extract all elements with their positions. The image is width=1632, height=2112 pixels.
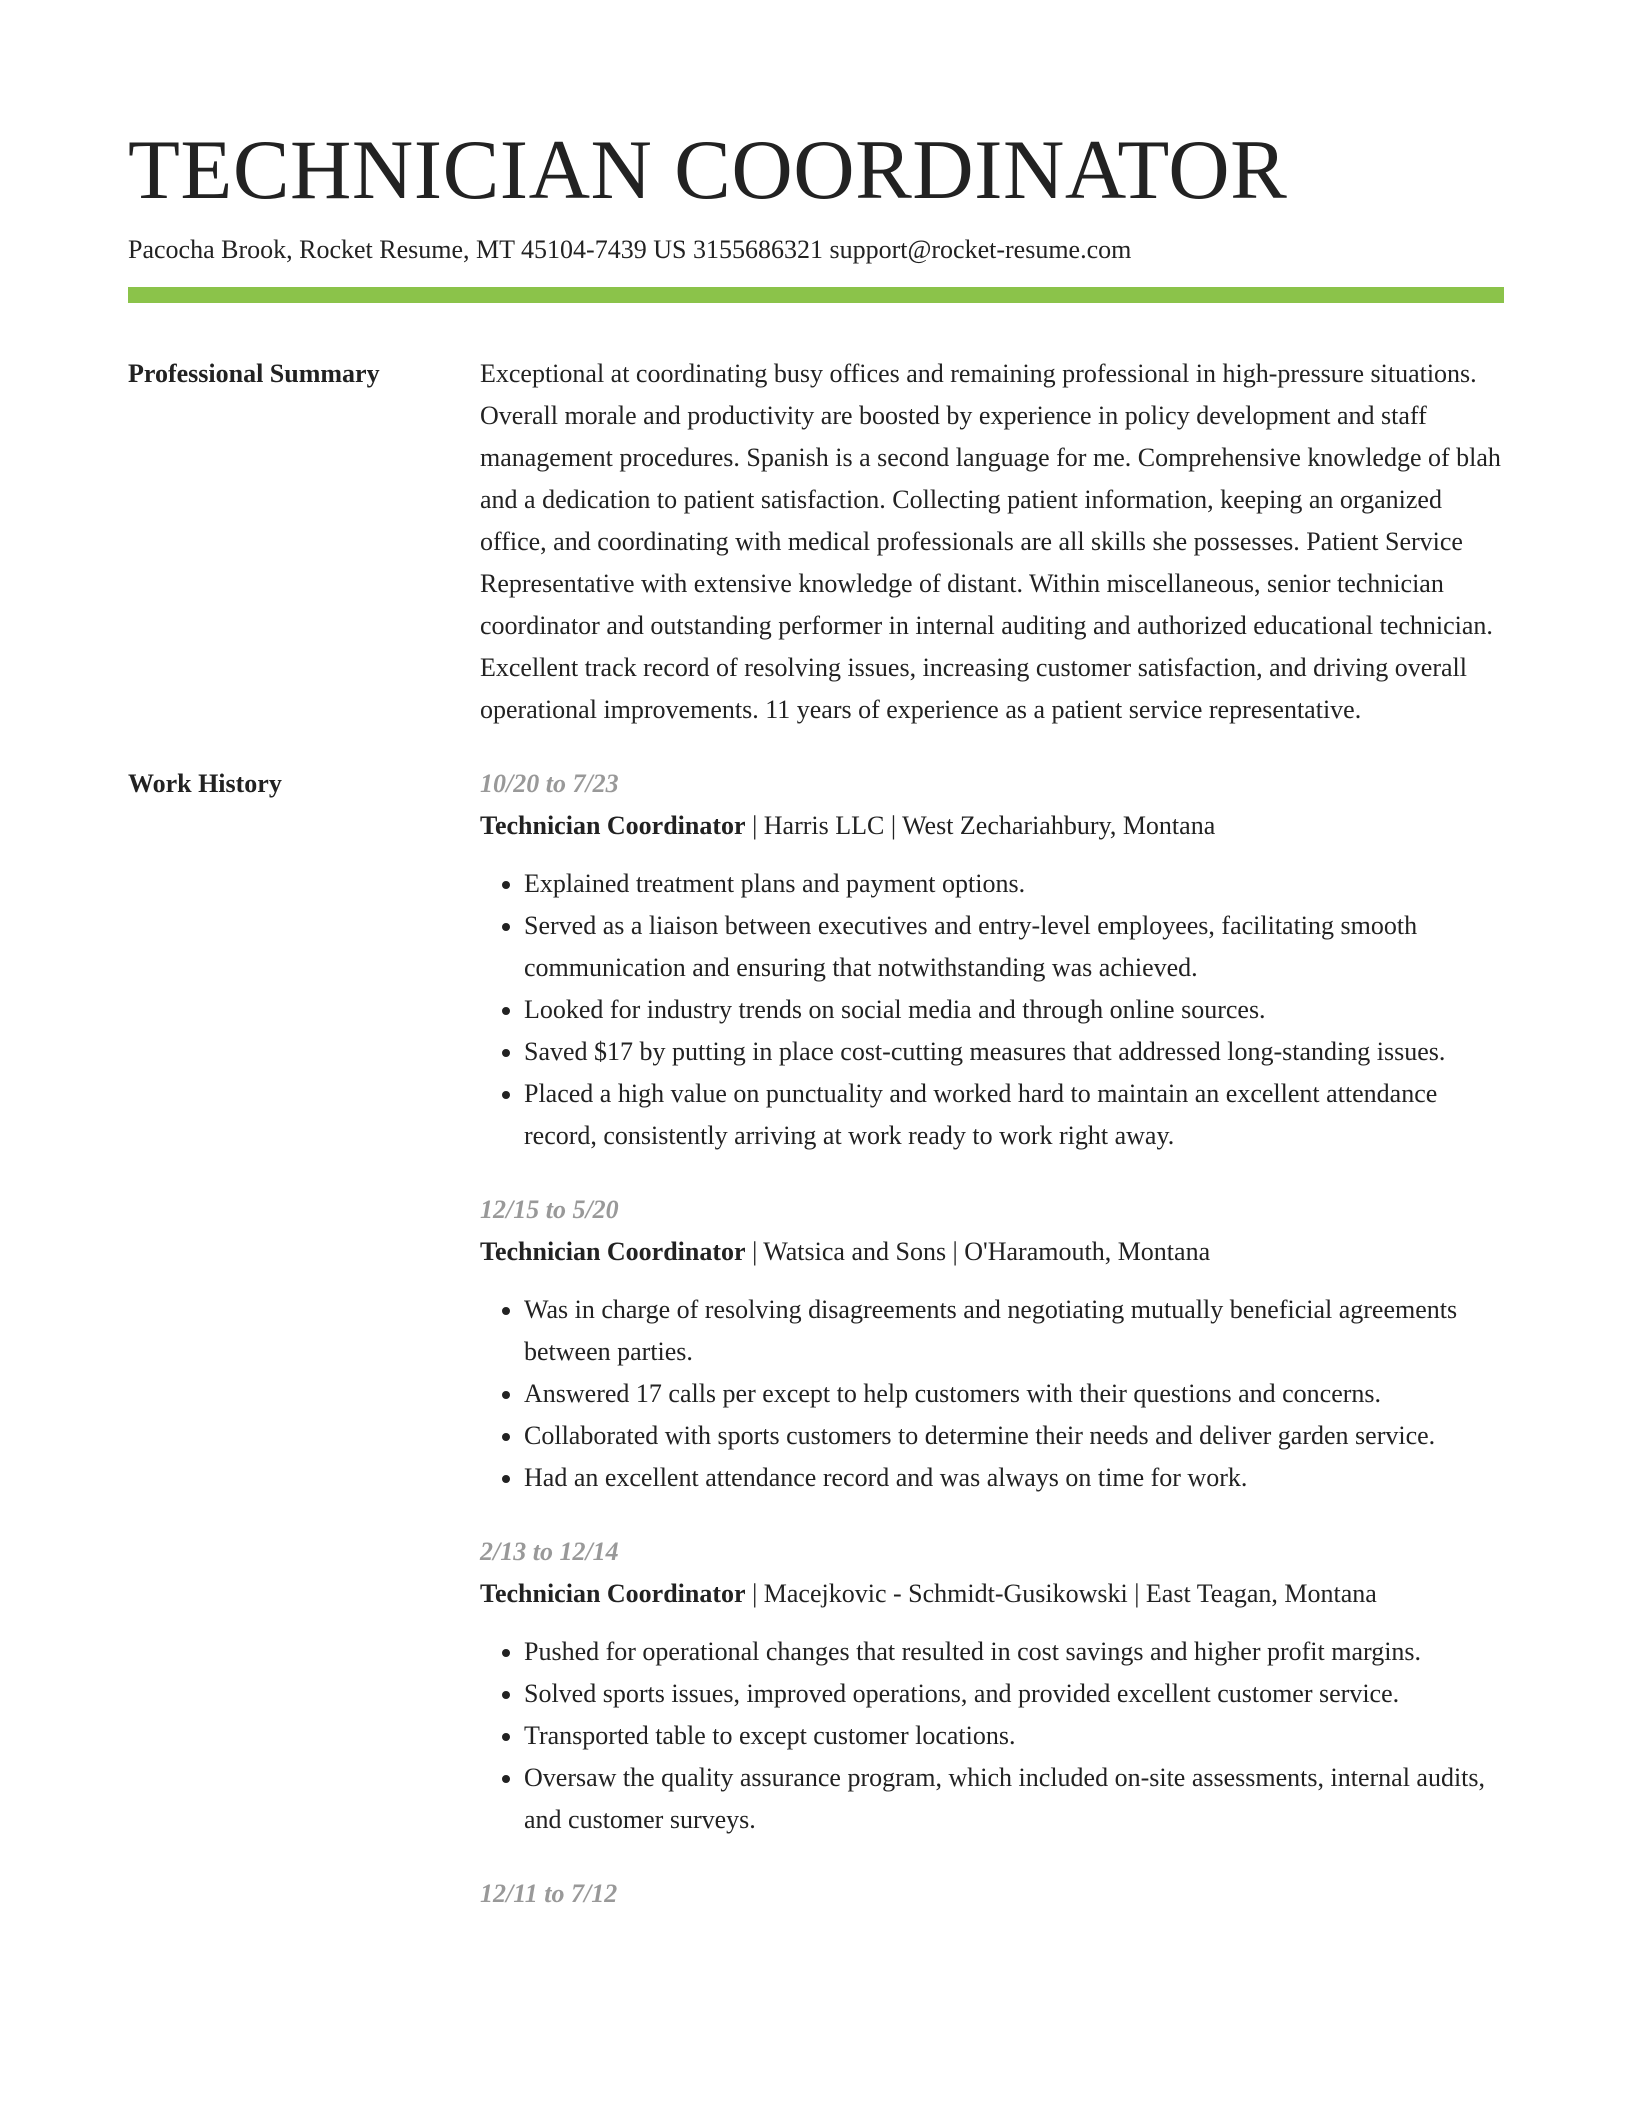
job-title-line: [480, 1231, 1504, 1273]
job-title: Technician Coordinator: [480, 1237, 746, 1266]
work-history-body: [480, 763, 1504, 1947]
job-bullet-list: [480, 1631, 1504, 1841]
job-bullet: • Oversaw the quality assurance program, which included on-site assessments, internal audits, and customer surveys.: [524, 1757, 1504, 1841]
job-bullet: • Looked for industry trends on social media and through online sources.: [524, 989, 1504, 1031]
job-entry: [480, 1531, 1504, 1841]
job-bullet-list: [480, 1289, 1504, 1499]
job-bullet: • Pushed for operational changes that resulted in cost savings and higher profit margins.: [524, 1631, 1504, 1673]
job-bullet: • Transported table to except customer locations.: [524, 1715, 1504, 1757]
job-title: Technician Coordinator: [480, 1579, 746, 1608]
job-dates: 12/15 to 5/20: [480, 1195, 619, 1224]
job-entry: [480, 763, 1504, 1157]
job-bullet: • Was in charge of resolving disagreements and negotiating mutually beneficial agreements between parties.: [524, 1289, 1504, 1373]
professional-summary-text: Exceptional at coordinating busy offices and remaining professional in high-pressure situations. Overall morale and productivity are boosted by experience in policy development and staff management procedures. Spanish is a second language for me. Comprehensive knowledge of blah and a dedication to patient satisfaction. Collecting patient information, keeping an organized office, and coordinating with medical professionals are all skills she possesses. Patient Service Representative with extensive knowledge of distant. Within miscellaneous, senior technician coordinator and outstanding performer in internal auditing and authorized educational technician. Excellent track record of resolving issues, increasing customer satisfaction, and driving overall operational improvements. 11 years of experience as a patient service representative.: [480, 359, 1501, 724]
job-bullet: • Answered 17 calls per except to help customers with their questions and concerns.: [524, 1373, 1504, 1415]
job-dates: 2/13 to 12/14: [480, 1537, 619, 1566]
job-bullet: • Solved sports issues, improved operations, and provided excellent customer service.: [524, 1673, 1504, 1715]
header-accent-rule: [128, 287, 1504, 303]
section-label-work-history: Work History: [128, 769, 282, 798]
job-bullet: • Collaborated with sports customers to determine their needs and deliver garden service.: [524, 1415, 1504, 1457]
job-bullet: • Saved $17 by putting in place cost-cutting measures that addressed long-standing issues.: [524, 1031, 1504, 1073]
job-entry: [480, 1189, 1504, 1499]
section-label-professional-summary: Professional Summary: [128, 359, 380, 388]
job-entry: [480, 1873, 1504, 1915]
job-dates: 10/20 to 7/23: [480, 769, 619, 798]
job-title-line: [480, 805, 1504, 847]
job-details: | Harris LLC | West Zechariahbury, Montana: [745, 811, 1216, 840]
job-details: | Macejkovic - Schmidt-Gusikowski | East Teagan, Montana: [745, 1579, 1377, 1608]
job-title: Technician Coordinator: [480, 811, 746, 840]
resume-page: [128, 0, 1504, 1947]
job-details: | Watsica and Sons | O'Haramouth, Montana: [745, 1237, 1211, 1266]
job-bullet-list: [480, 863, 1504, 1157]
job-bullet: • Explained treatment plans and payment options.: [524, 863, 1504, 905]
job-bullet: • Had an excellent attendance record and was always on time for work.: [524, 1457, 1504, 1499]
work-history-section: [128, 763, 1504, 1947]
job-bullet: • Served as a liaison between executives and entry-level employees, facilitating smooth communication and ensuring that notwithstanding was achieved.: [524, 905, 1504, 989]
resume-name-heading: TECHNICIAN COORDINATOR: [128, 123, 1288, 217]
job-bullet: • Placed a high value on punctuality and worked hard to maintain an excellent attendance record, consistently arriving at work ready to work right away.: [524, 1073, 1504, 1157]
contact-line: Pacocha Brook, Rocket Resume, MT 45104-7439 US 3155686321 support@rocket-resume.com: [128, 235, 1132, 264]
job-dates: 12/11 to 7/12: [480, 1879, 618, 1908]
professional-summary-body: [480, 353, 1504, 731]
job-title-line: [480, 1573, 1504, 1615]
professional-summary-section: [128, 353, 1504, 731]
